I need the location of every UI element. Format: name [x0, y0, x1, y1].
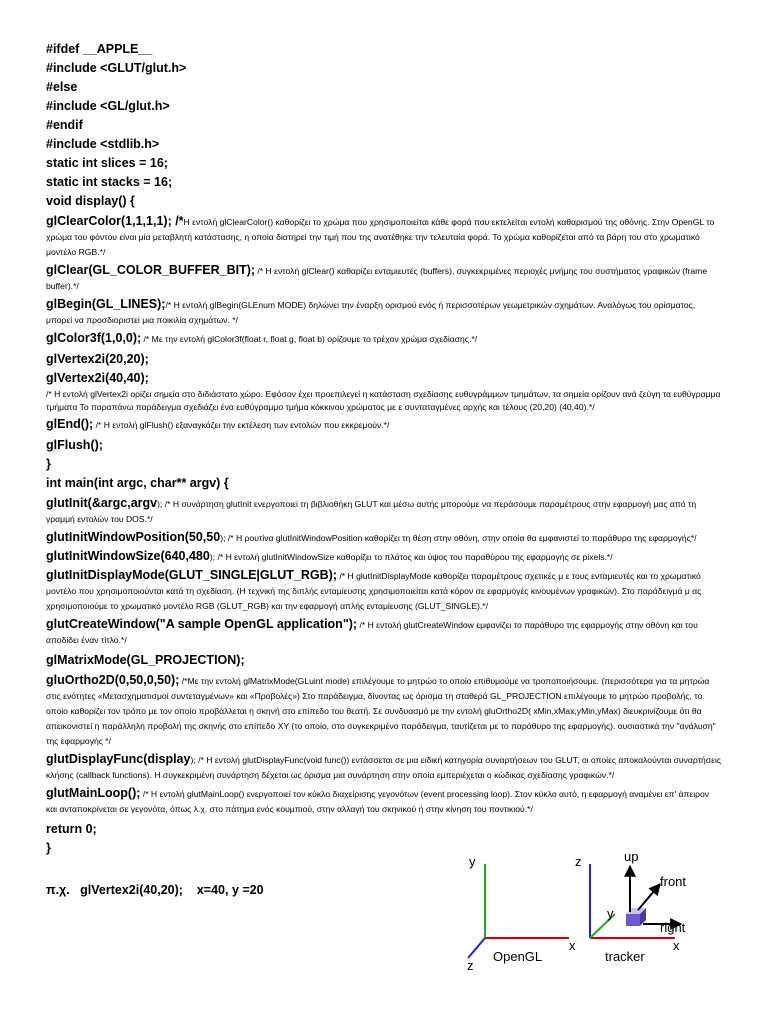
code-comment: /* Η εντολή glBegin(GLEnum MODE) δηλώνει την έναρξη ορισμού ενός ή περισσοτέρων γεωμετρικών σχημάτων. Αναλόγως του ορίσματος, μπορεί να προσδιοριστεί μια ποικιλία σχημάτων. */: [46, 300, 696, 325]
code-comment: Η εντολή glClearColor() καθορίζει το χρώμα που χρησιμοποιείται κάθε φορά που εκτελείται εντολή καθαρισμού της οθόνης. Στην OpenGL το χρώμα του φόντου είναι μία μεταβλητή κατάστασης, η οποία διατηρεί την τιμή που της ανατέθηκε την τελευταία φορά. Το χρώμα καθορίζεται από τα βάρη του στο χρωματικό μοντέλο RGB.*/: [46, 217, 715, 257]
tracker-axes: [575, 849, 686, 964]
opengl-axes: [467, 854, 576, 973]
up-label: up: [624, 849, 639, 864]
code-statement: glutCreateWindow("A sample OpenGL application");: [46, 617, 358, 631]
coordinate-systems-diagram: [455, 846, 705, 976]
opengl-label: OpenGL: [493, 949, 543, 964]
tracker-box-front: [626, 914, 640, 926]
example-text: π.χ. glVertex2i(40,20); x=40, y =20: [46, 883, 264, 897]
code-line: #ifdef __APPLE__: [46, 42, 153, 56]
code-comment: /* Με την εντολή glColor3f(float r, float g, float b) ορίζουμε το τρέχον χρώμα σχεδίασης.*/: [141, 334, 478, 344]
code-line: void display() {: [46, 194, 135, 208]
code-line: int main(int argc, char** argv) {: [46, 476, 229, 490]
code-statement: glClear(GL_COLOR_BUFFER_BIT);: [46, 263, 256, 277]
code-statement: glutInitDisplayMode(GLUT_SINGLE|GLUT_RGB);: [46, 568, 337, 582]
code-comment: /* Η glutInitDisplayMode καθορίζει παραμέτρους σχετικές μ ε τους ενταμιευτές και το χρωματικό μοντέλο που χρησιμοποιούνται κατά τη σχεδίαση. (Η τεχνική της διπλής ενταμίευσης χρησιμοποιείται κατά κόρον σε εφαρμογές κινουμένων γραφικών). Στο παράδειγμά μ ας χρησιμοποιούμε το χρωματικό μοντέλο RGB (GLUT_RGB) και την εφαρμογή απλής ενταμίευσης (GLUT_SINGLE).*/: [46, 571, 702, 611]
code-paragraph: [46, 263, 722, 293]
code-paragraph: [46, 530, 722, 545]
code-comment: /* Η εντολή glutCreateWindow εμφανίζει το παράθυρο της εφαρμογής στην οθόνη και του αποδίδει έναν τίτλο.*/: [46, 620, 698, 645]
tracker-y-label: y: [607, 906, 614, 921]
code-statement: glutDisplayFunc(display: [46, 752, 191, 766]
code-statement: glBegin(GL_LINES);: [46, 297, 166, 311]
code-comment: ); /* Η εντολή glutDisplayFunc(void func()) εντάσσεται σε μια ειδική κατηγορία συναρτήσεων του GLUT, οι οποίες αποκαλούνται συναρτήσεις κλήσης (callback functions). Η συγκεκριμένη συνάρτηση δέχεται ως όρισμα μια συνάρτηση στην οποία εμπεριέχεται ο κώδικας σχεδίασης γραφικών.*/: [46, 755, 722, 780]
code-line: }: [46, 841, 51, 855]
opengl-y-label: y: [469, 854, 476, 869]
code-comment: ); /* Η συνάρτηση glutInit ενεργοποιεί τη βιβλιοθήκη GLUT και μέσω αυτής μπορούμε να περάσουμε παραμέτρους στην εφαρμογή μας από τη γραμμή εντολών του DOS.*/: [46, 499, 697, 524]
code-line: return 0;: [46, 822, 97, 836]
code-paragraph: [46, 752, 722, 782]
code-comment: /* Η εντολή glutMainLoop() ενεργοποιεί τον κύκλο διαχείρισης γεγονότων (event processing loop). Στον κύκλο αυτό, η εφαρμογή αναμένει επ' άπειρον και ανταποκρίνεται σε γεγονότα, όπως λ.χ. στο πάτημα ενός κουμπιού, στην αλλαγή του σκηνικού ή στην κίνηση του ποντικιού.*/: [46, 789, 710, 814]
code-statement: glutInitWindowPosition(50,50: [46, 530, 221, 544]
code-line: #include <stdlib.h>: [46, 137, 160, 151]
code-paragraph: [46, 417, 722, 432]
code-paragraph: [46, 214, 722, 259]
opengl-z-axis: [468, 938, 485, 958]
code-comment: ); /* Η ρουτίνα glutInitWindowPosition καθορίζει τη θέση στην οθόνη, στην οποία θα εμφανιστεί το παράθυρο της εφαρμογής*/: [220, 533, 697, 543]
code-paragraph: [46, 496, 722, 526]
code-line: #include <GL/glut.h>: [46, 99, 170, 113]
code-line: glVertex2i(40,40);: [46, 371, 149, 385]
tracker-label: tracker: [605, 949, 645, 964]
code-line: #include <GLUT/glut.h>: [46, 61, 187, 75]
code-statement: glColor3f(1,0,0);: [46, 331, 142, 345]
code-comment: /*Με την εντολή glMatrixMode(GLuint mode) επιλέγουμε το μητρώο το οποίο επιθυμούμε να τροποποιήσουμε. (περισσότερα για τα μητρώα στις ενότητες «Μετασχηματισμοί συντεταγμένων» και «Προβολές») Στο παράδειγμα, δίνοντας ως όρισμα τη σταθερά GL_PROJECTION επιλέγουμε το μητρώο προβολής, το οποίο καθορίζει τον τρόπο με τον οποίο προβάλλεται η σκηνή στο επίπεδο του θεατή. Σε συνδυασμό με την εντολή gluOrtho2D( xMin,xMax,yMin,yMax) διευκρινίζουμε ότι θα απεικονιστεί η παράλληλη προβολή της σκηνής στο επίπεδο XY (το οποίο, στο συγκεκριμένο παράδειγμα, ταυτίζεται με το παράθυρο της εφαρμογής). ουσιαστικά την "ανάλυση" της εφαρμογής */: [46, 676, 716, 746]
code-comment: /* Η εντολή glFlush() εξαναγκάζει την εκτέλεση των εντολών που εκκρεμούν.*/: [93, 420, 390, 430]
code-line: #endif: [46, 118, 83, 132]
code-paragraph: [46, 786, 722, 816]
code-statement: glutInitWindowSize(640,480: [46, 549, 210, 563]
opengl-z-label: z: [467, 958, 474, 973]
code-statement: gluOrtho2D(0,50,0,50);: [46, 673, 180, 687]
tracker-x-label: x: [673, 938, 680, 953]
code-line: glVertex2i(20,20);: [46, 352, 149, 366]
tracker-z-label: z: [575, 854, 582, 869]
code-comment: ); /* Η εντολή glutInitWindowSize καθορίζει το πλάτος και ύψος του παραθύρου της εφαρμογής σε pixels.*/: [209, 552, 613, 562]
code-line: glFlush();: [46, 438, 103, 452]
code-line: static int slices = 16;: [46, 156, 168, 170]
code-document: [46, 40, 722, 858]
code-statement: glutInit(&argc,argv: [46, 496, 158, 510]
code-paragraph: [46, 331, 722, 346]
code-line: static int stacks = 16;: [46, 175, 173, 189]
code-paragraph: [46, 549, 722, 564]
code-statement: glutMainLoop();: [46, 786, 141, 800]
code-line: }: [46, 457, 51, 471]
code-paragraph: [46, 673, 722, 748]
code-line: glMatrixMode(GL_PROJECTION);: [46, 653, 245, 667]
code-paragraph: [46, 297, 722, 327]
code-comment: /* Η εντολή glVertex2i ορίζει σημεία στο διδιάστατο χώρο. Εφόσον έχει προεπιλεγεί η κατάσταση σχεδίασης ευθυγράμμων τμημάτων, τα σημεία ορίζουν ανά ζεύγη τα ευθύγραμμα τμήματα Το παραπάνω παράδειγμα σχεδιάζει ένα ευθύγραμμο τμήμα κόκκινου χρώματος με ε συνταταγμένες αρχής και τέλους (20,20) (40,40).*/: [46, 389, 721, 412]
code-statement: glEnd();: [46, 417, 94, 431]
front-label: front: [660, 874, 687, 889]
code-paragraph: [46, 617, 722, 647]
right-label: right: [660, 920, 686, 935]
code-line: #else: [46, 80, 78, 94]
opengl-x-label: x: [569, 938, 576, 953]
front-arrow: [638, 884, 660, 910]
code-paragraph: [46, 568, 722, 613]
code-comment: /* Η εντολή glClear() καθαρίζει ενταμιευτές (buffers), συγκεκριμένες περιοχές μνήμης του συστήματος γραφικών (frame buffer).*/: [46, 266, 708, 291]
code-statement: glClearColor(1,1,1,1); /*: [46, 214, 184, 228]
